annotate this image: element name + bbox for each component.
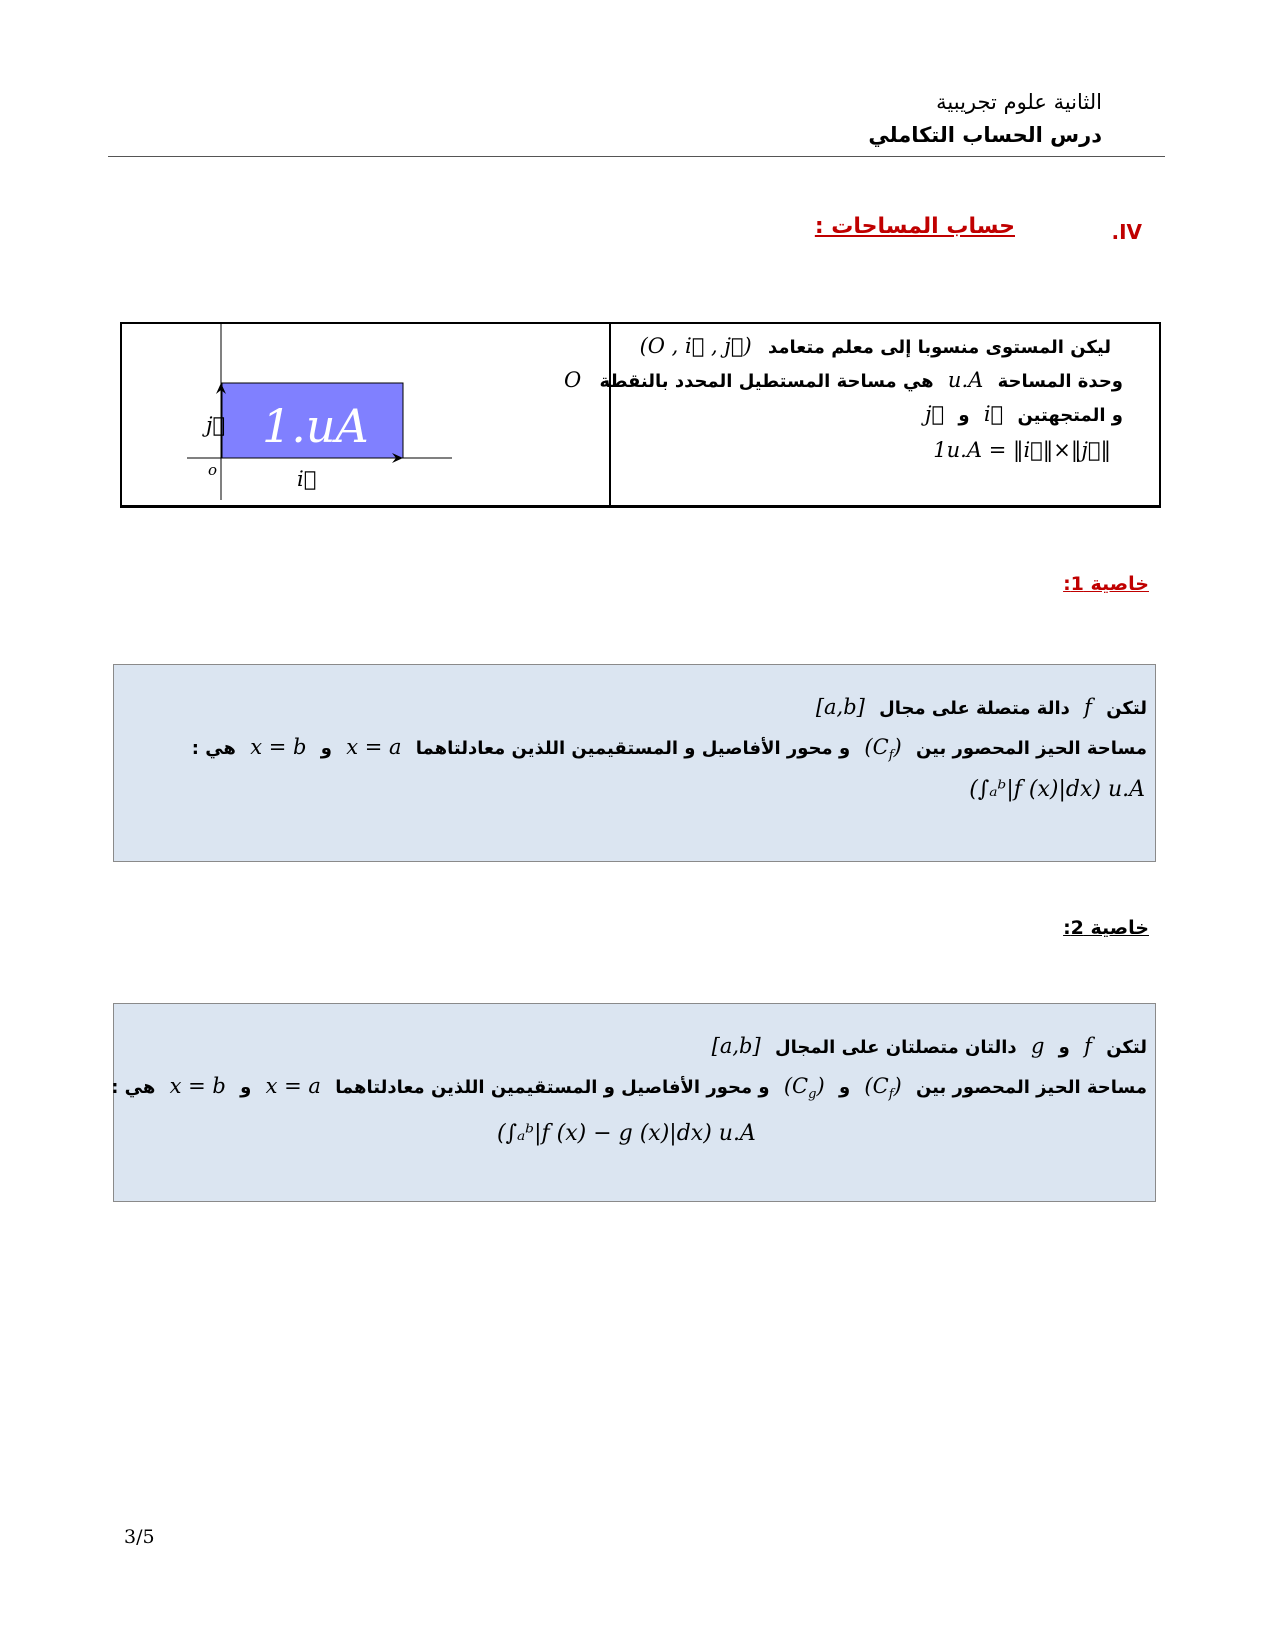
p2-line2-text-a: مساحة الحيز المحصور بين — [915, 1077, 1147, 1098]
p2-line2-math-b-sub: g — [808, 1087, 817, 1103]
p2-line2-math-c: x = a — [265, 1074, 321, 1098]
unit-line-1-math: (O , i⃗ , j⃗) — [639, 334, 752, 358]
unit-area-table — [120, 322, 1161, 508]
p2-line2-text-b: و — [838, 1077, 851, 1098]
unit-line-3 — [925, 402, 1123, 426]
p2-line2-text-c: و محور الأفاصيل و المستقيمين اللذين معادلتاهما — [335, 1077, 770, 1098]
unit-line-3-text-b: و — [958, 405, 970, 426]
p2-line2-math-a: (C — [864, 1074, 889, 1098]
p1-line1-text-b: دالة متصلة على مجال — [879, 698, 1070, 719]
p2-line2-math-a-sub: f — [888, 1087, 894, 1103]
property-2-line-2 — [111, 1074, 1147, 1102]
p2-line1-math-a: f — [1084, 1034, 1092, 1058]
property-2-box — [113, 1003, 1156, 1202]
p1-line1-math-a: f — [1084, 695, 1092, 719]
page-number: 3/5 — [124, 1526, 155, 1548]
unit-line-4-math: 1u.A = ‖i⃗‖×‖j⃗‖ — [933, 438, 1111, 462]
p1-line2-curve-cf — [864, 735, 901, 763]
unit-line-2-math-a: u.A — [947, 368, 984, 392]
header-lesson-title: درس الحساب التكاملي — [868, 123, 1102, 147]
p2-line2-math-d: x = b — [169, 1074, 226, 1098]
property-2-line-1 — [712, 1034, 1147, 1058]
p2-line1-text-c: دالتان متصلتان على المجال — [774, 1037, 1017, 1058]
rect-label: 1.uA — [262, 399, 369, 453]
p2-line1-math-b: g — [1030, 1034, 1045, 1058]
p2-line2-math-a-close: ) — [893, 1074, 902, 1098]
unit-line-3-math-a: i⃗ — [983, 402, 1004, 426]
property-2-heading: خاصية 2: — [1063, 917, 1149, 939]
p2-line2-text-e: هي : — [111, 1077, 156, 1098]
property-1-box — [113, 664, 1156, 862]
p2-line1-text-b: و — [1058, 1037, 1070, 1058]
p2-line2-curve-cf — [864, 1074, 901, 1102]
header-level: الثانية علوم تجريبية — [936, 90, 1102, 114]
unit-line-1-text: ليكن المستوى منسوبا إلى معلم متعامد — [767, 337, 1111, 358]
p1-line1-text-a: لتكن — [1106, 698, 1147, 719]
p2-line1-text-a: لتكن — [1106, 1037, 1147, 1058]
section-title: حساب المساحات : — [814, 214, 1015, 239]
unit-line-2 — [564, 368, 1123, 392]
property-1-line-2 — [192, 735, 1147, 763]
p1-line2-math-a-sub: f — [888, 748, 894, 764]
unit-line-2-text-b: هي مساحة المستطيل المحدد بالنقطة — [599, 371, 934, 392]
p2-line2-curve-cg — [784, 1074, 825, 1102]
unit-line-3-math-b: j⃗ — [924, 402, 945, 426]
label-j: j⃗ — [206, 413, 226, 437]
unit-line-3-text-a: و المتجهتين — [1017, 405, 1123, 426]
property-2-formula: (∫ₐᵇ|f (x) − g (x)|dx) u.A — [497, 1121, 756, 1146]
p1-line2-math-a: (C — [864, 735, 889, 759]
unit-line-2-math-b: O — [564, 368, 582, 392]
p1-line2-text-b: و محور الأفاصيل و المستقيمين اللذين معادلتاهما — [415, 738, 851, 759]
p1-line2-math-b: x = a — [346, 735, 402, 759]
section-number: .IV — [1111, 220, 1142, 244]
property-1-formula: (∫ₐᵇ|f (x)|dx) u.A — [969, 777, 1145, 802]
unit-line-1 — [640, 334, 1111, 358]
property-1-line-1 — [816, 695, 1147, 719]
unit-line-2-text-a: وحدة المساحة — [997, 371, 1123, 392]
p1-line2-text-d: هي : — [191, 738, 236, 759]
p2-line2-math-b: (C — [783, 1074, 809, 1098]
unit-area-figure — [122, 324, 609, 506]
label-i: i⃗ — [297, 467, 317, 491]
p2-line1-math-c: [a,b] — [711, 1034, 761, 1058]
label-o: o — [208, 461, 218, 479]
p1-line2-text-a: مساحة الحيز المحصور بين — [915, 738, 1147, 759]
header-divider — [108, 156, 1165, 157]
p1-line2-math-a-close: ) — [893, 735, 902, 759]
p2-line2-text-d: و — [240, 1077, 252, 1098]
p1-line2-math-c: x = b — [250, 735, 307, 759]
property-1-heading: خاصية 1: — [1063, 573, 1149, 595]
p1-line2-text-c: و — [320, 738, 332, 759]
p1-line1-math-b: [a,b] — [815, 695, 865, 719]
table-divider — [609, 324, 611, 505]
unit-line-4 — [933, 438, 1111, 462]
p2-line2-math-b-close: ) — [816, 1074, 825, 1098]
